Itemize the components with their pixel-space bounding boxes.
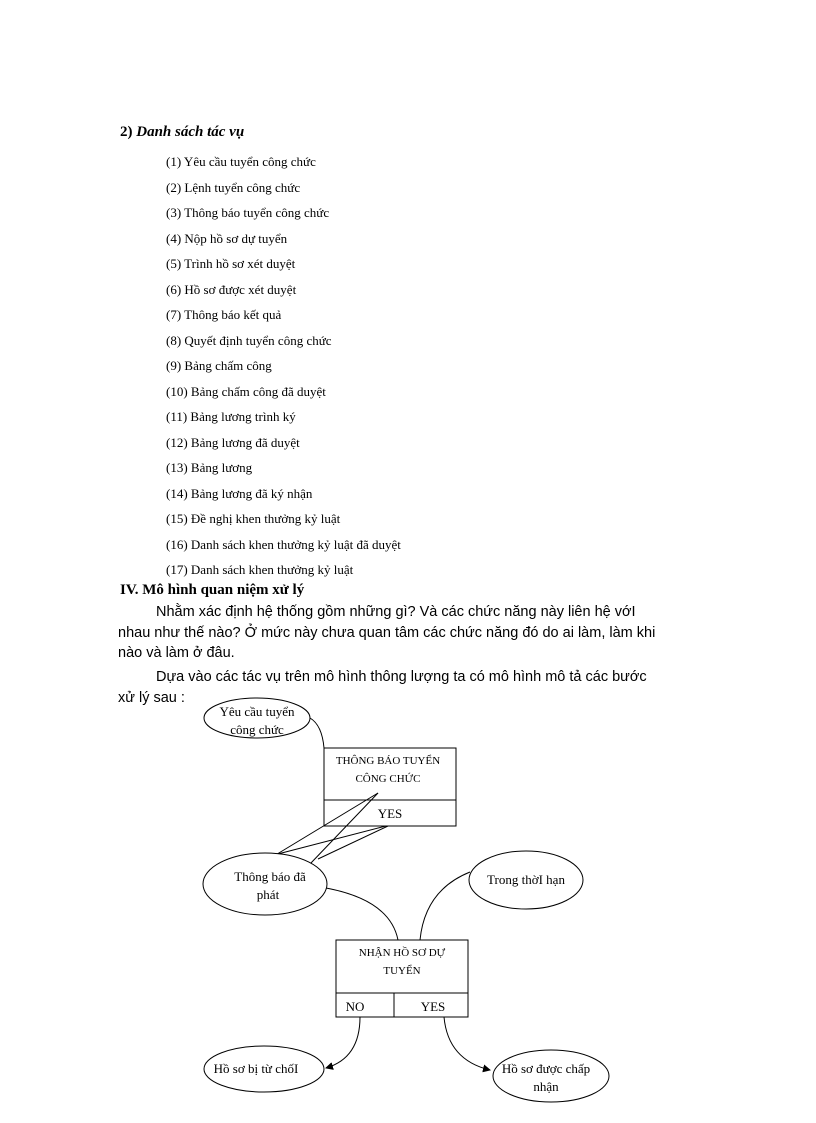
event-request-label-1: Yêu cầu tuyển <box>219 704 295 719</box>
connector-op1-announced <box>264 793 378 862</box>
list-item: (7) Thông báo kết quả <box>166 307 282 322</box>
list-item: (13) Bảng lương <box>166 460 253 475</box>
list-item: (11) Bảng lương trình ký <box>166 409 296 424</box>
list-item: (16) Danh sách khen thưởng kỷ luật đã duyệt <box>166 537 401 552</box>
section-2-title: Danh sách tác vụ <box>136 124 245 140</box>
op2-title-2: TUYỂN <box>383 965 421 977</box>
connector-announced-op2 <box>326 888 398 940</box>
list-item: (6) Hồ sơ được xét duyệt <box>166 282 297 297</box>
connector-op1-announced <box>318 826 388 859</box>
result-accepted-ellipse <box>493 1050 609 1102</box>
op1-title-1: THÔNG BÁO TUYỂN <box>335 755 441 767</box>
connector-op1-announced <box>274 826 386 855</box>
connector-request-op1 <box>310 718 324 748</box>
result-rejected-label: Hồ sơ bị từ chốI <box>213 1061 299 1076</box>
section-4-heading: IV. Mô hình quan niệm xử lý <box>120 582 305 598</box>
paragraph-2-line-2: xử lý sau : <box>118 689 185 706</box>
arrow-yes-accepted <box>444 1017 490 1070</box>
result-accepted-label-2: nhận <box>533 1079 559 1094</box>
list-item: (9) Bảng chấm công <box>166 358 272 373</box>
op2-no: NO <box>345 999 365 1014</box>
paragraph-1-line-3: nào và làm ở đâu. <box>118 645 235 661</box>
list-item: (1) Yêu cầu tuyển công chức <box>166 154 316 169</box>
list-item: (4) Nộp hồ sơ dự tuyển <box>166 231 288 246</box>
list-item: (15) Đề nghị khen thưởng kỷ luật <box>166 511 341 526</box>
section-2-number: 2) <box>120 124 133 140</box>
arrow-no-rejected <box>326 1017 360 1068</box>
op2-yes: YES <box>420 999 446 1014</box>
result-accepted-label-1: Hồ sơ được chấp <box>501 1061 591 1076</box>
event-announced-label-2: phát <box>256 887 280 902</box>
list-item: (12) Bảng lương đã duyệt <box>166 435 300 450</box>
event-announced-ellipse <box>203 853 327 915</box>
event-request-label-2: công chức <box>230 722 284 737</box>
list-item: (3) Thông báo tuyển công chức <box>166 205 330 220</box>
event-deadline-label: Trong thờI hạn <box>487 872 565 887</box>
paragraph-2-line-1: Dựa vào các tác vụ trên mô hình thông lượng ta có mô hình mô tả các bước <box>156 669 647 685</box>
event-announced-label-1: Thông báo đã <box>234 869 306 884</box>
list-item: (2) Lệnh tuyển công chức <box>166 180 301 195</box>
list-item: (8) Quyết định tuyển công chức <box>166 333 332 348</box>
op1-yes: YES <box>377 806 403 821</box>
list-item: (14) Bảng lương đã ký nhận <box>166 486 313 501</box>
list-item: (17) Danh sách khen thưởng kỷ luật <box>166 562 354 577</box>
op1-title-2: CÔNG CHỨC <box>355 773 421 785</box>
op2-title-1: NHẬN HỒ SƠ DỰ <box>358 947 446 959</box>
list-item: (10) Bảng chấm công đã duyệt <box>166 384 326 399</box>
paragraph-1-line-2: nhau như thế nào? Ở mức này chưa quan tâm các chức năng đó do ai làm, làm khi <box>118 624 656 641</box>
paragraph-1-line-1: Nhằm xác định hệ thống gồm những gì? Và các chức năng này liên hệ vớI <box>156 604 636 620</box>
list-item: (5) Trình hồ sơ xét duyệt <box>166 256 296 271</box>
connector-deadline-op2 <box>420 872 470 940</box>
